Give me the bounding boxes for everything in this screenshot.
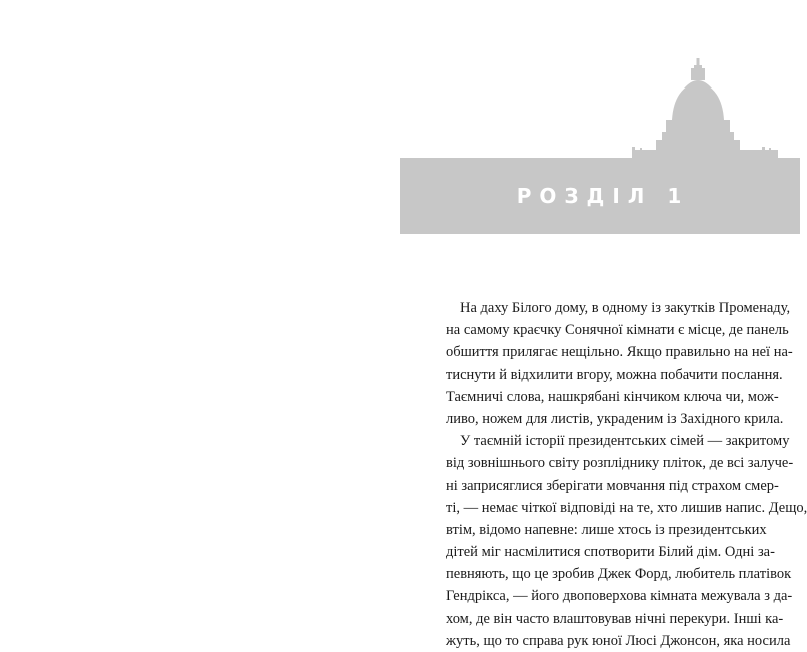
text-line: ливо, ножем для листів, украденим із Західного крила.: [446, 410, 784, 427]
text-line: ті, — немає чіткої відповіді на те, хто лишив напис. Дещо,: [446, 499, 807, 516]
text-line: Таємничі слова, нашкрябані кінчиком ключа чи, мож-: [446, 388, 779, 405]
text-line: обшиття прилягає нещільно. Якщо правильно на неї на-: [446, 344, 793, 361]
text-line: хом, де він часто влаштовував нічні перекури. Інші ка-: [446, 610, 784, 627]
text-line: ні заприсяглися зберігати мовчання під страхом смер-: [446, 477, 779, 494]
chapter-title: РОЗДІЛ 1: [516, 184, 690, 208]
capitol-dome-icon: [628, 58, 778, 160]
chapter-body-text: [446, 297, 807, 652]
text-line: У таємній історії президентських сімей — закритому: [460, 433, 790, 450]
text-line: втім, відомо напевне: лише хтось із президентських: [446, 521, 767, 538]
text-line: тиснути й відхилити вгору, можна побачити послання.: [446, 366, 783, 383]
text-line: дітей міг насмілитися спотворити Білий дім. Одні за-: [446, 544, 775, 561]
text-line: від зовнішнього світу розпліднику пліток, де всі залуче-: [446, 455, 794, 472]
text-line: жуть, що то справа рук юної Люсі Джонсон, яка носила: [446, 632, 791, 649]
text-line: Гендрікса, — його двоповерхова кімната межувала з да-: [446, 588, 793, 605]
text-line: На даху Білого дому, в одному із закутків Променаду,: [460, 300, 791, 316]
text-line: певняють, що це зробив Джек Форд, любитель платівок: [446, 566, 792, 583]
text-line: на самому краєчку Сонячної кімнати є місце, де панель: [446, 322, 789, 339]
chapter-heading-band: [400, 158, 800, 234]
